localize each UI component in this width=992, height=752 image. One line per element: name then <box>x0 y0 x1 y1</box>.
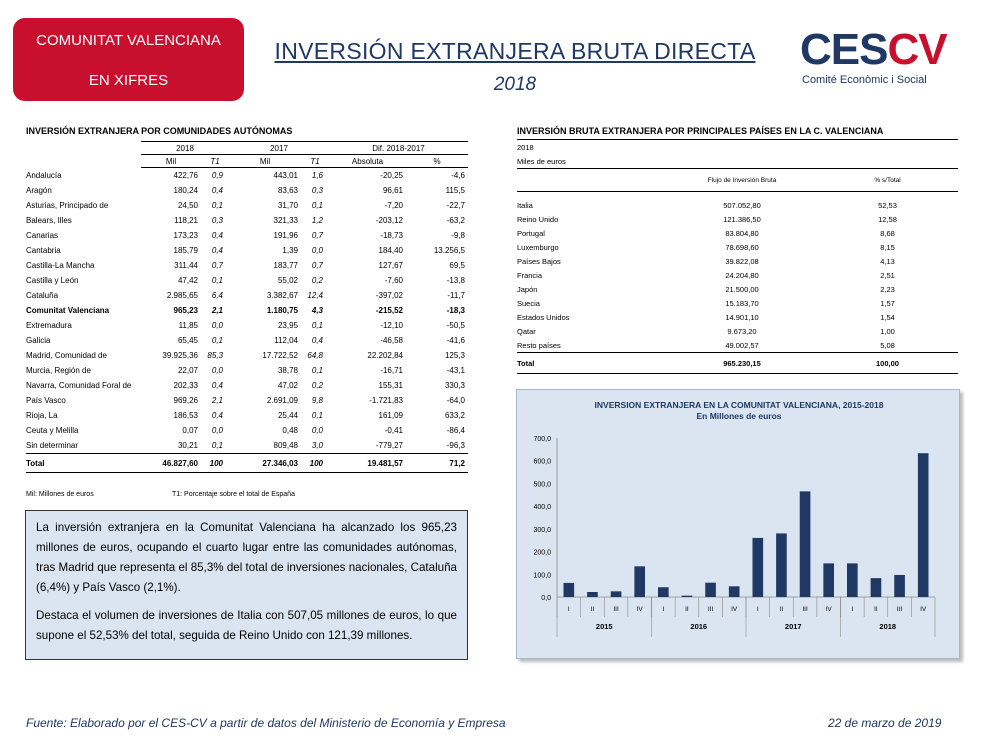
region-cell-pct: 115,5 <box>445 186 465 195</box>
region-cell-m18: 24,50 <box>177 201 198 210</box>
country-cell-pct: 5,08 <box>880 340 895 350</box>
region-cell-t17: 9,8 <box>311 396 323 405</box>
region-cell-t18: 2,1 <box>211 396 223 405</box>
sub-abs: Absoluta <box>329 155 406 168</box>
country-cell-name: Qatar <box>517 326 536 336</box>
region-cell-t17: 1,2 <box>311 216 323 225</box>
region-cell-t17: 0,4 <box>311 336 323 345</box>
region-cell-abs: -7,60 <box>384 276 403 285</box>
region-cell-pct: 13.256,5 <box>433 246 465 255</box>
region-cell-m17: 1,39 <box>282 246 298 255</box>
country-cell-flow: 121.386,50 <box>723 214 761 224</box>
region-cell-name: Cataluña <box>26 291 59 300</box>
countries-total-pct: 100,00 <box>817 353 958 374</box>
country-cell-flow: 49.002,57 <box>725 340 759 350</box>
x-tick-label: I <box>851 606 854 613</box>
chart-title: INVERSION EXTRANJERA EN LA COMUNITAT VALENCIANA, 2015-2018 <box>594 400 884 410</box>
x-tick-label: II <box>779 606 784 613</box>
country-cell-pct: 2,51 <box>880 270 895 280</box>
total-m17: 27.346,03 <box>229 454 301 473</box>
region-cell-t18: 0,0 <box>211 321 223 330</box>
region-cell-name: Andalucía <box>26 170 62 180</box>
region-cell-name: País Vasco <box>26 396 66 405</box>
region-cell-abs: -215,52 <box>375 306 403 315</box>
region-cell-m17: 38,78 <box>277 366 298 375</box>
region-cell-name: Rioja, La <box>26 411 58 420</box>
region-cell-t18: 0,1 <box>211 276 223 285</box>
region-row <box>26 168 468 184</box>
country-cell-name: Francia <box>517 270 543 280</box>
country-cell-name: Italia <box>517 200 533 210</box>
region-cell-t18: 0,4 <box>211 186 223 195</box>
region-cell-m17: 47,02 <box>277 381 298 390</box>
country-row <box>517 212 958 226</box>
country-cell-name: Países Bajos <box>517 256 561 266</box>
chart-bar <box>918 453 929 597</box>
region-cell-m18: 185,79 <box>173 246 198 255</box>
country-cell-flow: 14.901,10 <box>725 312 759 322</box>
chart-bar <box>894 575 905 597</box>
region-row <box>26 243 468 258</box>
y-tick-label: 600,0 <box>533 458 551 466</box>
region-row <box>26 228 468 243</box>
region-row <box>26 363 468 378</box>
region-row <box>26 273 468 288</box>
region-row <box>26 393 468 408</box>
region-cell-m17: 83,63 <box>277 186 298 195</box>
region-cell-m18: 969,26 <box>173 396 198 405</box>
country-cell-pct: 12,58 <box>878 214 897 224</box>
region-cell-m18: 22,07 <box>177 366 198 375</box>
region-cell-abs: 96,61 <box>382 186 403 195</box>
year-group-label: 2015 <box>595 622 613 631</box>
chart-bar <box>800 491 811 597</box>
regions-table-title: INVERSIÓN EXTRANJERA POR COMUNIDADES AUTÓNOMAS <box>26 126 293 136</box>
region-cell-t18: 0,1 <box>211 201 223 210</box>
total-pct: 71,2 <box>406 454 468 473</box>
region-cell-pct: 69,5 <box>449 261 465 270</box>
region-cell-abs: 155,31 <box>378 381 403 390</box>
logo-ces: CES <box>800 25 888 74</box>
region-cell-name: Aragón <box>26 186 52 195</box>
region-row <box>26 333 468 348</box>
region-cell-t18: 0,1 <box>211 336 223 345</box>
country-row <box>517 296 958 310</box>
region-cell-pct: -13,8 <box>446 276 465 285</box>
country-cell-pct: 8,68 <box>880 228 895 238</box>
region-row <box>26 183 468 198</box>
country-row <box>517 310 958 324</box>
region-cell-pct: -11,7 <box>447 291 465 300</box>
region-cell-pct: -18,3 <box>446 306 465 315</box>
region-cell-t17: 0,7 <box>311 261 323 270</box>
region-cell-t17: 0,2 <box>311 276 323 285</box>
country-cell-name: Resto países <box>517 340 561 350</box>
region-cell-abs: -203,12 <box>375 216 403 225</box>
chart-bar <box>682 596 693 597</box>
sub-mil: Mil <box>141 155 201 168</box>
x-tick-label: II <box>874 606 878 613</box>
chart-bar <box>587 592 598 597</box>
page-title: INVERSIÓN EXTRANJERA BRUTA DIRECTA <box>274 38 756 64</box>
y-tick-label: 200,0 <box>533 549 551 557</box>
cescv-logo <box>800 25 960 98</box>
region-cell-pct: -50,5 <box>446 321 465 330</box>
region-cell-t17: 3,0 <box>311 441 323 450</box>
country-cell-flow: 9.673,20 <box>727 326 757 336</box>
region-cell-m18: 202,33 <box>173 381 198 390</box>
region-cell-pct: 330,3 <box>444 381 465 390</box>
region-cell-t18: 0,4 <box>211 411 223 420</box>
region-cell-abs: -1.721,83 <box>369 396 403 405</box>
sub-t1: T1 <box>201 155 229 168</box>
chart-bar <box>847 563 858 597</box>
col-pct-total: % s/Total <box>817 169 958 192</box>
region-cell-t17: 64,8 <box>307 351 323 360</box>
x-tick-label: II <box>590 606 595 613</box>
region-cell-m18: 0,07 <box>182 426 198 435</box>
region-cell-name: Castilla-La Mancha <box>26 261 95 270</box>
region-cell-m17: 17.722,52 <box>262 351 298 360</box>
region-cell-m18: 47,42 <box>177 276 198 285</box>
region-cell-t18: 6,4 <box>211 291 223 300</box>
region-cell-abs: -18,73 <box>380 231 403 240</box>
region-cell-pct: 125,3 <box>444 351 465 360</box>
region-cell-t17: 0,1 <box>311 321 323 330</box>
region-cell-m18: 2.985,65 <box>166 291 198 300</box>
chart-bar <box>871 578 882 597</box>
region-cell-name: Navarra, Comunidad Foral de <box>26 381 132 390</box>
country-cell-flow: 507.052,80 <box>723 200 761 210</box>
region-cell-m17: 191,96 <box>273 231 298 240</box>
x-tick-label: I <box>662 606 665 613</box>
year-group-label: 2017 <box>784 622 802 631</box>
country-cell-flow: 15.183,70 <box>725 298 759 308</box>
region-cell-t18: 0,4 <box>211 381 223 390</box>
region-cell-t17: 0,0 <box>311 246 323 255</box>
chart-bar <box>823 563 834 597</box>
region-cell-t18: 2,1 <box>211 306 223 315</box>
region-cell-abs: -0,41 <box>384 426 403 435</box>
chart-svg <box>517 390 961 660</box>
region-cell-t17: 0,1 <box>311 411 323 420</box>
region-cell-t18: 0,0 <box>211 426 223 435</box>
region-cell-abs: -46,58 <box>380 336 403 345</box>
country-row <box>517 268 958 282</box>
country-cell-name: Estados Unidos <box>517 312 570 322</box>
page-year: 2018 <box>493 74 537 95</box>
region-cell-m17: 112,04 <box>274 336 298 345</box>
x-tick-label: I <box>756 606 759 613</box>
countries-units: Miles de euros <box>517 156 566 166</box>
country-cell-pct: 1,57 <box>880 298 895 308</box>
x-tick-label: III <box>707 606 714 613</box>
country-cell-pct: 4,13 <box>880 256 895 266</box>
region-cell-t17: 0,3 <box>311 186 323 195</box>
region-cell-t18: 0,4 <box>211 231 223 240</box>
x-tick-label: IV <box>825 606 832 613</box>
region-row <box>26 303 468 318</box>
region-cell-t17: 0,7 <box>311 231 323 240</box>
region-cell-abs: -20,25 <box>380 171 403 180</box>
sub-mil: Mil <box>229 155 301 168</box>
country-cell-name: Reino Unido <box>517 214 559 224</box>
region-cell-t18: 0,7 <box>211 261 223 270</box>
region-cell-m18: 39.925,36 <box>162 351 198 360</box>
region-row <box>26 408 468 423</box>
region-cell-abs: -779,27 <box>375 441 403 450</box>
region-cell-m18: 30,21 <box>177 441 198 450</box>
region-cell-pct: -43,1 <box>446 366 465 375</box>
chart-bar <box>705 583 716 597</box>
chart-bar <box>752 538 763 597</box>
x-tick-label: I <box>567 606 570 613</box>
country-cell-flow: 24.204,80 <box>725 270 759 280</box>
year-group-label: 2018 <box>879 622 897 631</box>
publication-date: 22 de marzo de 2019 <box>828 716 942 730</box>
badge-line1: COMUNITAT VALENCIANA <box>36 32 221 49</box>
x-tick-label: III <box>802 606 808 613</box>
country-row <box>517 240 958 254</box>
region-cell-name: Asturias, Principado de <box>26 201 109 210</box>
country-cell-flow: 39.822,08 <box>725 256 759 266</box>
region-cell-t17: 1,6 <box>311 171 323 180</box>
region-cell-pct: -96,3 <box>446 441 465 450</box>
region-cell-name: Castilla y León <box>26 276 79 285</box>
chart-subtitle: En Millones de euros <box>696 411 782 421</box>
country-cell-name: Suecia <box>517 298 540 308</box>
region-row <box>26 378 468 393</box>
country-cell-flow: 83.804,80 <box>725 228 759 238</box>
country-cell-name: Japón <box>517 284 538 294</box>
region-cell-m17: 31,70 <box>277 201 298 210</box>
countries-total-flow: 965.230,15 <box>667 353 817 374</box>
country-cell-pct: 1,00 <box>880 326 895 336</box>
region-cell-t17: 0,0 <box>311 426 323 435</box>
badge-line2: EN XIFRES <box>88 72 169 89</box>
country-cell-flow: 78.698,60 <box>725 242 759 252</box>
region-cell-abs: 22.202,84 <box>367 351 403 360</box>
region-cell-t17: 0,2 <box>311 381 323 390</box>
total-m18: 46.827,60 <box>141 454 201 473</box>
x-tick-label: III <box>896 606 903 613</box>
regions-total-row <box>26 454 468 473</box>
region-cell-m18: 118,21 <box>174 216 198 225</box>
region-cell-m17: 0,48 <box>282 426 298 435</box>
country-row <box>517 254 958 268</box>
region-row <box>26 258 468 273</box>
region-cell-pct: -86,4 <box>446 426 465 435</box>
investment-chart <box>516 389 960 659</box>
region-cell-m18: 180,24 <box>173 186 198 195</box>
region-row <box>26 288 468 303</box>
chart-bar <box>776 533 787 597</box>
region-cell-abs: 127,67 <box>378 261 403 270</box>
country-cell-pct: 52,53 <box>878 200 897 210</box>
region-cell-abs: 184,40 <box>378 246 403 255</box>
region-cell-m17: 55,02 <box>277 276 298 285</box>
region-cell-t17: 12,4 <box>307 291 323 300</box>
region-badge <box>13 18 244 101</box>
region-row <box>26 423 468 438</box>
summary-paragraph-1: La inversión extranjera en la Comunitat Valenciana ha alcanzado los 965,23 millones de euros, ocupando el cuarto lugar entre las comunidades autónomas, tras Madrid que representa el 85,3% del total de inversiones nacionales, Cataluña (6,4%) y País Vasco (2,1%). <box>36 521 457 594</box>
logo-subtitle: Comité Econòmic i Social <box>802 74 927 86</box>
region-cell-abs: -7,20 <box>384 201 403 210</box>
sub-pct: % <box>406 155 468 168</box>
region-cell-m17: 25,44 <box>277 411 298 420</box>
region-row <box>26 213 468 228</box>
year-group-label: 2016 <box>690 622 708 631</box>
region-cell-m18: 422,76 <box>173 171 198 180</box>
region-cell-m17: 809,48 <box>273 441 298 450</box>
region-cell-name: Balears, Illes <box>26 216 72 225</box>
country-cell-pct: 2,23 <box>880 284 895 294</box>
total-abs: 19.481,57 <box>329 454 406 473</box>
y-tick-label: 0,0 <box>541 595 551 602</box>
y-tick-label: 500,0 <box>533 481 551 489</box>
chart-bar <box>658 587 669 597</box>
country-row <box>517 226 958 240</box>
region-cell-m18: 65,45 <box>177 336 198 345</box>
y-tick-label: 300,0 <box>533 526 551 534</box>
country-cell-name: Portugal <box>517 228 545 238</box>
region-cell-t17: 0,1 <box>311 201 323 210</box>
x-tick-label: IV <box>731 606 738 613</box>
region-cell-abs: -397,02 <box>375 291 403 300</box>
col-flow: Flujo de Inversión Bruta <box>667 169 817 192</box>
region-cell-pct: -22,7 <box>446 201 465 210</box>
region-cell-m18: 173,23 <box>173 231 198 240</box>
region-cell-pct: -9,8 <box>451 231 465 240</box>
region-cell-name: Sin determinar <box>26 441 79 450</box>
source-note: Fuente: Elaborado por el CES-CV a partir de datos del Ministerio de Economía y Empresa <box>26 716 506 730</box>
country-cell-pct: 8,15 <box>880 242 895 252</box>
x-tick-label: III <box>613 606 619 613</box>
region-cell-t18: 0,0 <box>211 366 223 375</box>
country-row <box>517 198 958 212</box>
region-cell-abs: -12,10 <box>380 321 403 330</box>
col-2018: 2018 <box>141 142 229 155</box>
region-cell-m18: 311,44 <box>174 261 198 270</box>
region-cell-t18: 0,3 <box>211 216 223 225</box>
countries-table <box>517 139 958 374</box>
region-cell-pct: -64,0 <box>446 396 465 405</box>
region-cell-m17: 443,01 <box>273 171 298 180</box>
region-cell-pct: 633,2 <box>444 411 465 420</box>
region-cell-t18: 0,9 <box>211 171 223 180</box>
country-row <box>517 324 958 338</box>
countries-total-label: Total <box>517 353 667 374</box>
region-row <box>26 348 468 363</box>
total-t17: 100 <box>301 454 329 473</box>
summary-textbox <box>25 510 468 660</box>
region-cell-m18: 186,53 <box>173 411 198 420</box>
sub-t1: T1 <box>301 155 329 168</box>
chart-bar <box>634 566 645 597</box>
col-dif: Dif. 2018-2017 <box>329 142 468 155</box>
x-tick-label: IV <box>636 606 643 613</box>
region-row <box>26 198 468 213</box>
region-cell-m17: 3.382,67 <box>266 291 298 300</box>
region-cell-t18: 85,3 <box>207 351 223 360</box>
region-cell-name: Madrid, Comunidad de <box>26 351 107 360</box>
total-t18: 100 <box>201 454 229 473</box>
countries-total-row <box>517 353 958 374</box>
region-cell-m18: 11,85 <box>178 321 198 330</box>
regions-table <box>26 141 468 473</box>
region-cell-name: Comunitat Valenciana <box>26 306 110 315</box>
region-cell-m17: 1.180,75 <box>266 306 298 315</box>
x-tick-label: II <box>685 606 689 613</box>
region-cell-pct: -63,2 <box>446 216 465 225</box>
x-tick-label: IV <box>920 606 927 613</box>
region-cell-m17: 23,95 <box>277 321 298 330</box>
country-cell-flow: 21.500,00 <box>725 284 759 294</box>
region-cell-name: Canarias <box>26 231 59 240</box>
region-cell-pct: -4,6 <box>451 171 465 180</box>
y-tick-label: 100,0 <box>533 572 551 580</box>
region-cell-abs: -16,71 <box>380 366 403 375</box>
region-cell-pct: -41,6 <box>446 336 465 345</box>
region-cell-m17: 321,33 <box>273 216 298 225</box>
region-cell-m17: 2.691,09 <box>266 396 298 405</box>
region-cell-t17: 0,1 <box>311 366 323 375</box>
chart-bar <box>729 586 740 597</box>
countries-table-title: INVERSIÓN BRUTA EXTRANJERA POR PRINCIPALES PAÍSES EN LA C. VALENCIANA <box>517 126 884 136</box>
note-t1: T1: Porcentaje sobre el total de España <box>172 491 295 498</box>
chart-bar <box>611 591 622 597</box>
summary-paragraph-2: Destaca el volumen de inversiones de Italia con 507,05 millones de euros, lo que supone el 52,53% del total, seguida de Reino Unido con 121,39 millones. <box>36 609 457 642</box>
logo-cv: CV <box>887 25 947 74</box>
region-cell-abs: 161,09 <box>378 411 403 420</box>
region-cell-name: Ceuta y Melilla <box>26 426 79 435</box>
col-2017: 2017 <box>229 142 329 155</box>
countries-year: 2018 <box>517 140 667 155</box>
region-cell-name: Cantabria <box>26 246 61 255</box>
country-cell-name: Luxemburgo <box>517 242 559 252</box>
y-tick-label: 400,0 <box>533 504 551 512</box>
region-cell-t18: 0,4 <box>211 246 223 255</box>
region-cell-t18: 0,1 <box>211 441 223 450</box>
region-row <box>26 438 468 454</box>
note-mil: Mil: Millones de euros <box>26 491 94 498</box>
region-cell-m18: 965,23 <box>173 306 198 315</box>
region-cell-m17: 183,77 <box>273 261 298 270</box>
region-cell-name: Murcia, Región de <box>26 366 91 375</box>
country-cell-pct: 1,54 <box>880 312 895 322</box>
region-cell-t17: 4,3 <box>311 306 323 315</box>
chart-bar <box>563 583 574 597</box>
y-tick-label: 700,0 <box>533 436 551 443</box>
region-cell-name: Extremadura <box>26 321 72 330</box>
total-label: Total <box>26 454 141 473</box>
region-cell-name: Galicia <box>26 336 51 345</box>
country-row <box>517 338 958 353</box>
country-row <box>517 282 958 296</box>
region-row <box>26 318 468 333</box>
